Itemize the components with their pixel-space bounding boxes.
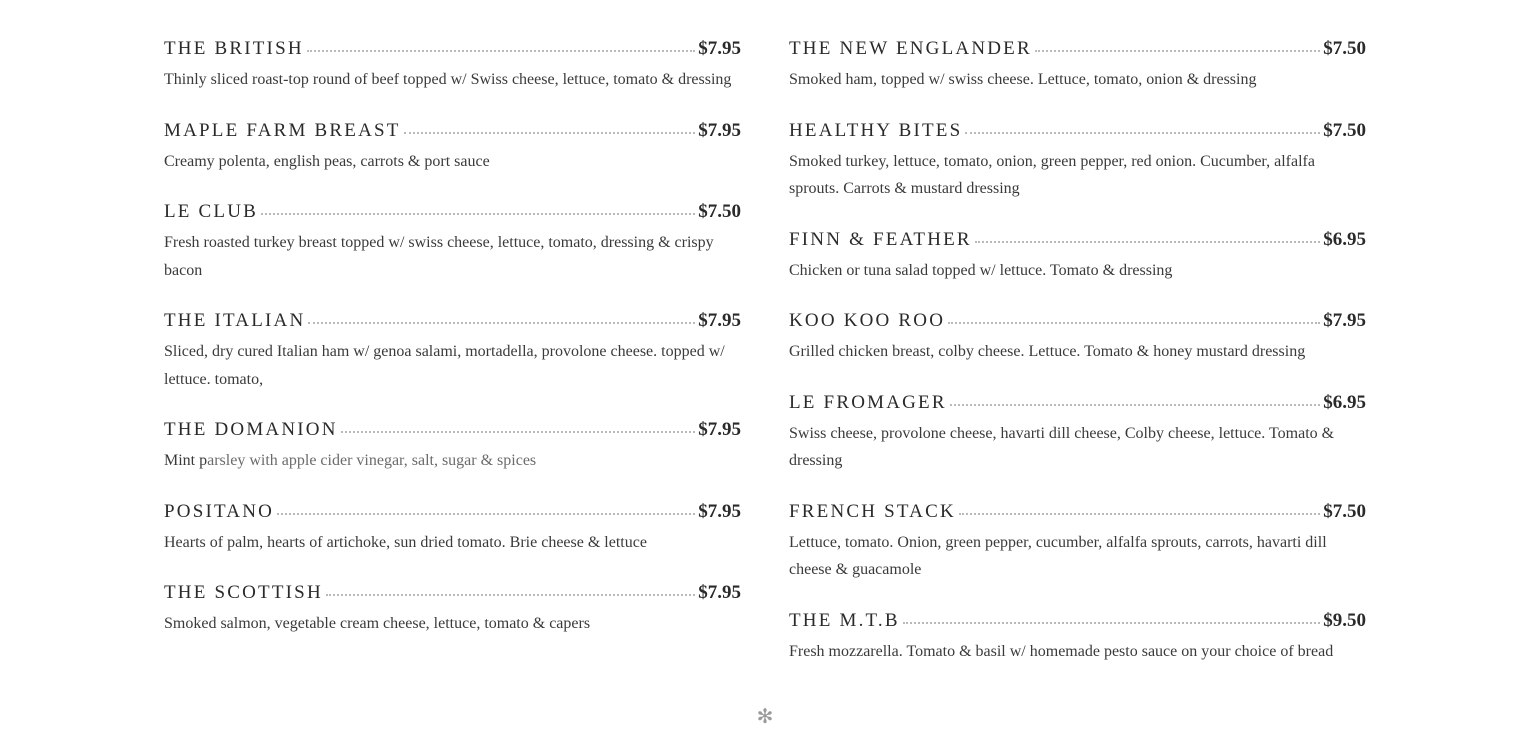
menu-item: [164, 582, 741, 638]
menu-item-header: [789, 310, 1366, 338]
dot-leader: [326, 594, 695, 596]
menu-item-name: FRENCH STACK: [789, 500, 956, 522]
menu-item-price: $6.95: [1323, 228, 1366, 250]
menu-item-description: Smoked ham, topped w/ swiss cheese. Lettuce, tomato, onion & dressing: [789, 71, 1257, 88]
menu-item-price: $7.95: [698, 500, 741, 522]
menu-item-description: [164, 447, 741, 475]
menu-item: [164, 501, 741, 557]
menu-item-name: LE FROMAGER: [789, 391, 947, 413]
dot-leader: [261, 213, 695, 215]
menu-item-header: [164, 38, 741, 66]
menu-item-price: $7.95: [698, 582, 741, 603]
menu-grid: [164, 38, 1366, 691]
menu-column-left: [164, 38, 741, 691]
dot-leader: [950, 404, 1321, 406]
menu-item-name: THE DOMANION: [164, 419, 338, 440]
dot-leader: [948, 322, 1320, 324]
menu-item: [789, 501, 1366, 584]
menu-item-description: Smoked turkey, lettuce, tomato, onion, green pepper, red onion. Cucumber, alfalfa sprouts. Carrots & mustard dressing: [789, 152, 1315, 197]
menu-item-description-start: Mint p: [164, 452, 208, 469]
menu-item-name: HEALTHY BITES: [789, 119, 963, 141]
menu-item-header: [789, 610, 1366, 638]
menu-item-header: [164, 310, 741, 338]
asterisk-ornament-icon: ✻: [756, 706, 774, 728]
menu-item-header: [164, 201, 741, 229]
menu-item-description: Fresh roasted turkey breast topped w/ swiss cheese, lettuce, tomato, dressing & crispy bacon: [164, 234, 714, 279]
menu-item-name: THE M.T.B: [789, 609, 900, 631]
menu-item: [789, 38, 1366, 94]
menu-item-price: $7.50: [1323, 38, 1366, 59]
menu-item-price: $7.95: [1323, 310, 1366, 331]
menu-item: [164, 38, 741, 94]
menu-column-right: [789, 38, 1366, 691]
menu-item-description: Smoked salmon, vegetable cream cheese, lettuce, tomato & capers: [164, 615, 591, 632]
menu-item-name: THE BRITISH: [164, 38, 304, 59]
menu-item-description: Creamy polenta, english peas, carrots & port sauce: [164, 152, 490, 170]
dot-leader: [975, 241, 1320, 243]
dot-leader: [1035, 50, 1320, 52]
menu-item-description: Hearts of palm, hearts of artichoke, sun dried tomato. Brie cheese & lettuce: [164, 533, 647, 551]
menu-item-name: KOO KOO ROO: [789, 310, 946, 331]
menu-item-price: $7.95: [698, 419, 741, 440]
menu-item: [164, 310, 741, 393]
dot-leader: [277, 513, 695, 515]
menu-item-name: MAPLE FARM BREAST: [164, 119, 401, 141]
menu-item: [789, 392, 1366, 475]
dot-leader: [341, 431, 696, 433]
menu-item-description: Chicken or tuna salad topped w/ lettuce. Tomato & dressing: [789, 261, 1173, 279]
menu-item-header: [789, 392, 1366, 420]
menu-item-header: [789, 120, 1366, 148]
menu-item-price: $6.95: [1323, 391, 1366, 413]
menu-item: [164, 120, 741, 176]
menu-item-price: $7.50: [1323, 119, 1366, 141]
menu-item-header: [789, 38, 1366, 66]
menu-item-description: Swiss cheese, provolone cheese, havarti dill cheese, Colby cheese, lettuce. Tomato & dressing: [789, 424, 1335, 469]
menu-item-name: FINN & FEATHER: [789, 228, 972, 250]
menu-item-description: Thinly sliced roast-top round of beef topped w/ Swiss cheese, lettuce, tomato & dressing: [164, 71, 732, 88]
menu-item-header: [164, 120, 741, 148]
menu-item-header: [164, 501, 741, 529]
menu-item: [789, 610, 1366, 666]
menu-item-price: $7.95: [698, 38, 741, 59]
menu-item-description: Grilled chicken breast, colby cheese. Lettuce. Tomato & honey mustard dressing: [789, 343, 1306, 360]
menu-item-price: $7.95: [698, 310, 741, 331]
dot-leader: [404, 132, 696, 134]
menu-item-header: [789, 229, 1366, 257]
menu-item: [164, 419, 741, 475]
menu-item-price: $9.50: [1323, 609, 1366, 631]
menu-item: [789, 310, 1366, 366]
menu-item-header: [789, 501, 1366, 529]
menu-item: [789, 120, 1366, 203]
menu-item-name: POSITANO: [164, 500, 275, 522]
menu-item: [164, 201, 741, 284]
menu-item-description: Sliced, dry cured Italian ham w/ genoa salami, mortadella, provolone cheese. topped w/ lettuce. tomato,: [164, 343, 725, 388]
menu-item-header: [164, 419, 741, 447]
dot-leader: [903, 622, 1321, 624]
menu-item-description: Fresh mozzarella. Tomato & basil w/ homemade pesto sauce on your choice of bread: [789, 642, 1334, 660]
menu-item-description: Lettuce, tomato. Onion, green pepper, cucumber, alfalfa sprouts, carrots, havarti dill cheese & guacamole: [789, 533, 1327, 578]
dot-leader: [307, 50, 695, 52]
menu-item-description-rest: arsley with apple cider vinegar, salt, sugar & spices: [207, 452, 537, 469]
menu-item-name: THE SCOTTISH: [164, 582, 323, 603]
dot-leader: [965, 132, 1320, 134]
dot-leader: [308, 322, 695, 324]
menu-item-price: $7.50: [1323, 500, 1366, 522]
dot-leader: [959, 513, 1320, 515]
menu-item-name: LE CLUB: [164, 201, 259, 222]
menu-item-name: THE ITALIAN: [164, 310, 306, 331]
menu-item-price: $7.95: [698, 119, 741, 141]
menu-item-price: $7.50: [698, 201, 741, 222]
menu-item: [789, 229, 1366, 285]
menu-item-name: THE NEW ENGLANDER: [789, 38, 1032, 59]
menu-item-header: [164, 582, 741, 610]
